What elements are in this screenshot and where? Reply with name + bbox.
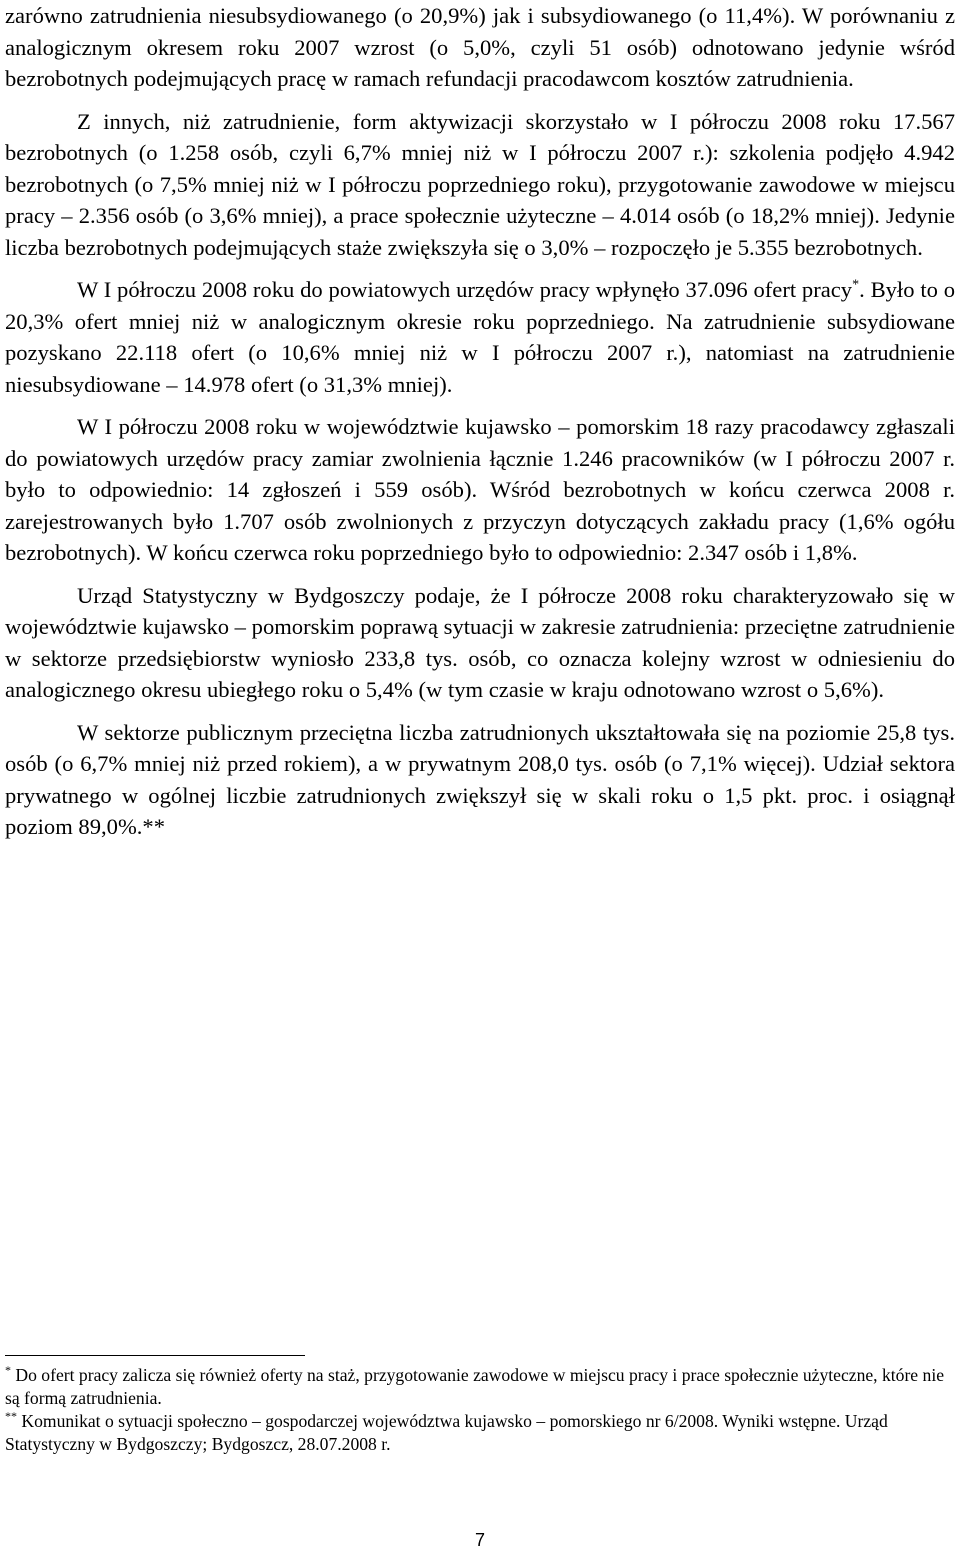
paragraph-6: W sektorze publicznym przeciętna liczba zatrudnionych ukształtowała się na poziomie 25,8 tys. osób (o 6,7% mniej niż przed rokiem), a w prywatnym 208,0 tys. osób (o 7,1% więcej). Udział sektora prywatnego w ogólnej liczbie zatrudnionych zwiększył się w skali roku o 1,5 pkt. proc. i osiągnął poziom 89,0%.** [5, 719, 955, 839]
paragraph-2: Z innych, niż zatrudnienie, form aktywizacji skorzystało w I półroczu 2008 roku 17.567 bezrobotnych (o 1.258 osób, czyli 6,7% mniej niż w I półroczu 2007 r.): szkolenia podjęło 4.942 bezrobotnych (o 7,5% mniej niż w I półroczu poprzedniego roku), przygotowanie zawodowe w miejscu pracy – 2.356 osób (o 3,6% mniej), a prace społecznie użyteczne – 4.014 osób (o 18,2% mniej). Jedynie liczba bezrobotnych podejmujących staże zwiększyła się o 3,0% – rozpoczęło je 5.355 bezrobotnych. [5, 108, 955, 260]
footnote-2 [5, 1410, 955, 1456]
page-number: 7 [474, 1530, 485, 1550]
footnote-separator [5, 1355, 305, 1356]
footnote-1-marker: * [5, 1363, 11, 1378]
paragraph-5: Urząd Statystyczny w Bydgoszczy podaje, że I półrocze 2008 roku charakteryzowało się w województwie kujawsko – pomorskim poprawą sytuacji w zakresie zatrudnienia: przeciętne zatrudnienie w sektorze przedsiębiorstw wyniosło 233,8 tys. osób, co oznacza kolejny wzrost w odniesieniu do analogicznego okresu ubiegłego roku o 5,4% (w tym czasie w kraju odnotowano wzrost o 5,6%). [5, 582, 955, 702]
paragraph-1: zarówno zatrudnienia niesubsydiowanego (o 20,9%) jak i subsydiowanego (o 11,4%). W porównaniu z analogicznym okresem roku 2007 wzrost (o 5,0%, czyli 51 osób) odnotowano jedynie wśród bezrobotnych podejmujących pracę w ramach refundacji pracodawcom kosztów zatrudnienia. [5, 3, 955, 91]
paragraph-3-text-end: . Było to o 20,3% ofert mniej niż w analogicznym okresie roku poprzedniego. Na zatrudnienie subsydiowane pozyskano 22.118 ofert (o 10,6% mniej niż w I półroczu 2007 r.), natomiast na zatrudnienie niesubsydiowane – 14.978 ofert (o 31,3% mniej). [5, 277, 955, 397]
footnote-1 [5, 1364, 955, 1410]
footnotes [5, 1364, 955, 1456]
footnote-1-text: Do ofert pracy zalicza się również oferty na staż, przygotowanie zawodowe w miejscu pracy i prace społecznie użyteczne, które nie są formą zatrudnienia. [5, 1365, 945, 1408]
paragraph-4: W I półroczu 2008 roku w województwie kujawsko – pomorskim 18 razy pracodawcy zgłaszali do powiatowych urzędów pracy zamiar zwolnienia łącznie 1.246 pracowników (w I półroczu 2007 r. było to odpowiednio: 14 zgłoszeń i 559 osób). Wśród bezrobotnych w końcu czerwca 2008 r. zarejestrowanych było 1.707 osób zwolnionych z przyczyn dotyczących zakładu pracy (1,6% ogółu bezrobotnych). W końcu czerwca roku poprzedniego było to odpowiednio: 2.347 osób i 1,8%. [5, 414, 955, 565]
footnote-2-marker: ** [5, 1409, 17, 1424]
body-text [5, 0, 955, 843]
footnote-2-text: Komunikat o sytuacji społeczno – gospodarczej województwa kujawsko – pomorskiego nr 6/2008. Wyniki wstępne. Urząd Statystyczny w Bydgoszczy; Bydgoszcz, 28.07.2008 r. [5, 1411, 888, 1454]
paragraph-3-text-start: W I półroczu 2008 roku do powiatowych urzędów pracy wpłynęło 37.096 ofert pracy [77, 277, 853, 302]
paragraph-3 [5, 274, 955, 400]
footnote-reference-1[interactable]: * [852, 277, 860, 293]
